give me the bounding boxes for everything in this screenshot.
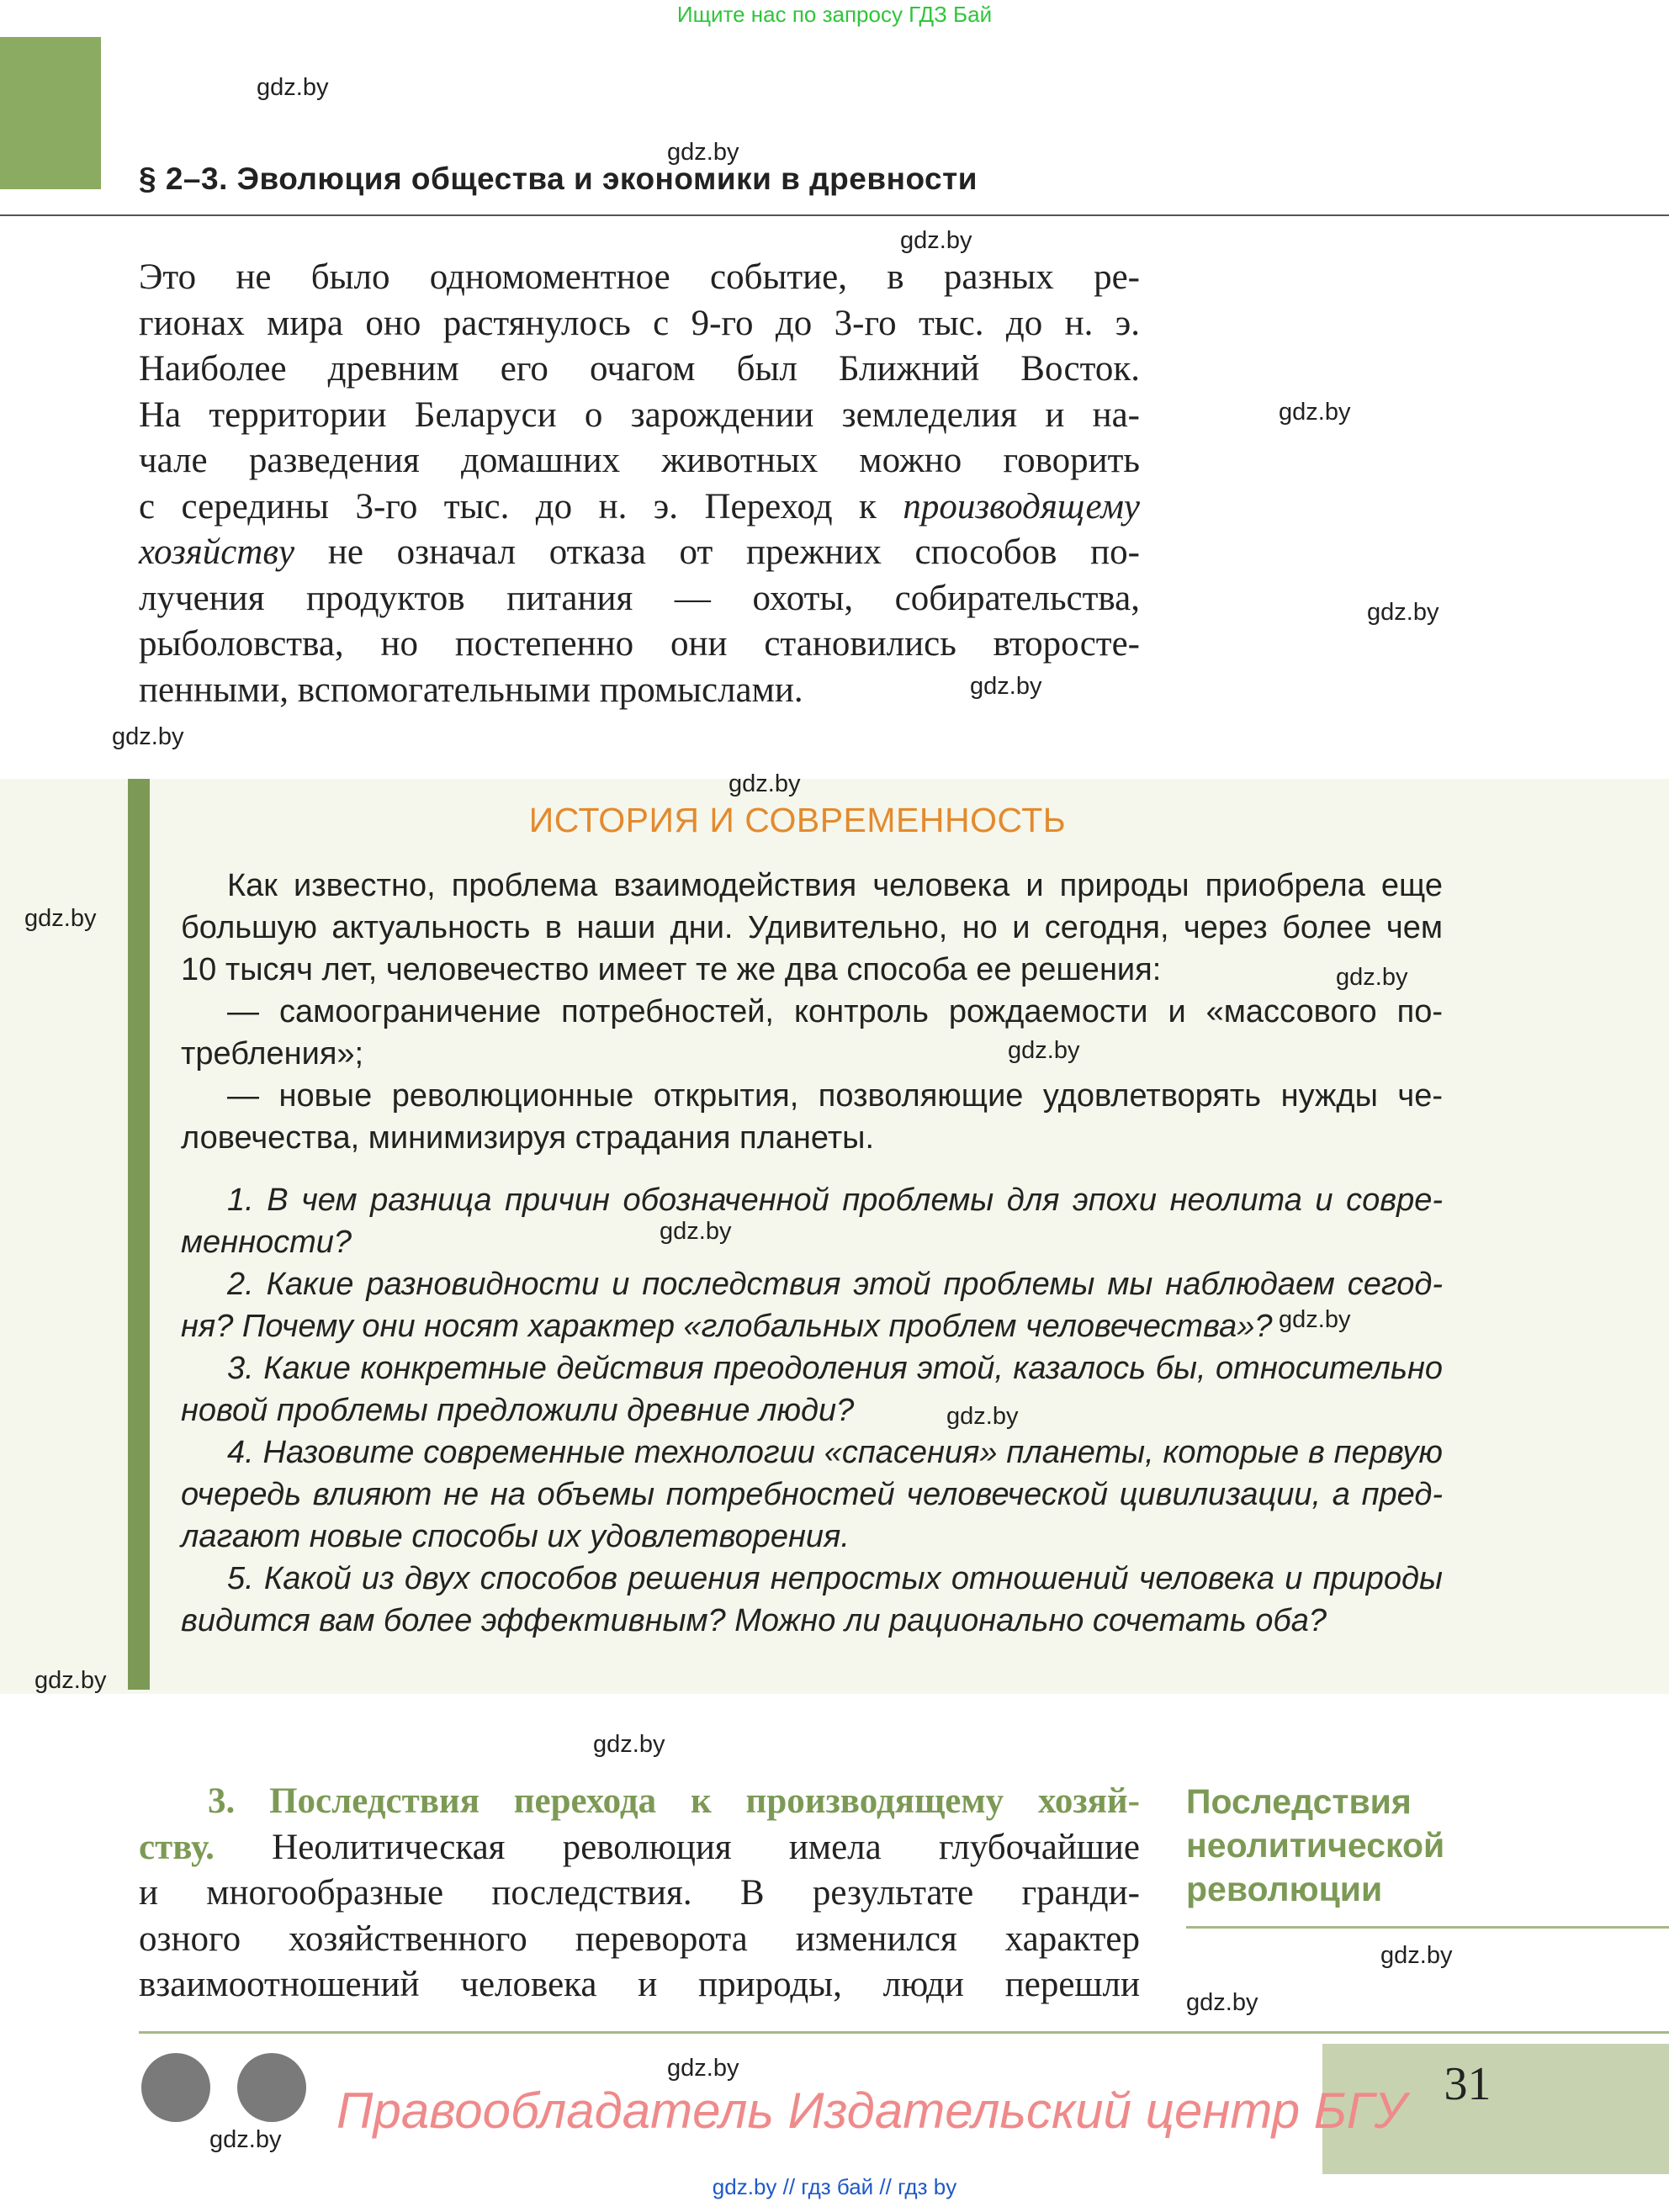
text-fragment: с середины 3-го тыс. до н. э. Переход к — [139, 486, 903, 527]
watermark: gdz.by — [946, 1403, 1019, 1430]
question-line: 1. В чем разница причин обозначенной проблемы для эпохи неолита и совре- — [227, 1183, 1443, 1218]
question-line: 2. Какие разновидности и последствия этой проблемы мы наблюдаем сегод- — [227, 1267, 1443, 1302]
margin-label-line: Последствия — [1186, 1782, 1412, 1821]
text-fragment: Неолитическая революция имела глубочайшие — [214, 1827, 1140, 1867]
question-line: новой проблемы предложили древние люди? — [181, 1393, 855, 1428]
circle-mark-right — [237, 2053, 306, 2122]
box-accent-bar — [128, 779, 150, 1690]
section-heading: ству. — [139, 1827, 215, 1867]
question-line: 5. Какой из двух способов решения непростых отношений человека и природы — [227, 1561, 1443, 1596]
text-line: 10 тысяч лет, человечество имеет те же два способа ее решения: — [181, 952, 1162, 987]
watermark: gdz.by — [970, 673, 1042, 700]
text-line: и многообразные последствия. В результате гранди- — [139, 1873, 1140, 1913]
text-line — [139, 530, 1140, 576]
watermark: gdz.by — [1380, 1942, 1453, 1969]
margin-label-line: революции — [1186, 1870, 1383, 1908]
text-line: озного хозяйственного переворота изменился характер — [139, 1918, 1140, 1959]
margin-label-line: неолитической — [1186, 1826, 1445, 1865]
paragraph-1 — [139, 255, 1140, 713]
margin-label — [1186, 1780, 1444, 1911]
watermark: gdz.by — [1008, 1037, 1080, 1064]
text-line: пенными, вспомогательными промыслами. — [139, 669, 803, 710]
text-fragment: не означал отказа от прежних способов по- — [294, 532, 1140, 572]
bottom-links[interactable]: gdz.by // гдз бай // гдз by — [712, 2174, 957, 2199]
text-line: рыболовства, но постепенно они становились второсте- — [139, 624, 1140, 664]
text-line: большую актуальность в наши дни. Удивительно, но и сегодня, через более чем — [181, 910, 1443, 945]
top-note: Ищите нас по запросу ГДЗ Бай — [676, 2, 993, 27]
copyright-notice: Правообладатель Издательский центр БГУ — [336, 2082, 1407, 2139]
question-line: 4. Назовите современные технологии «спасения» планеты, которые в первую — [227, 1435, 1443, 1470]
header-divider — [0, 214, 1669, 216]
text-line: ловечества, минимизируя страдания планеты. — [181, 1120, 875, 1156]
text-line: Как известно, проблема взаимодействия человека и природы приобрела еще — [227, 868, 1443, 903]
corner-color-block — [0, 37, 101, 189]
text-line: На территории Беларуси о зарождении земледелия и на- — [139, 394, 1140, 435]
text-line: — новые революционные открытия, позволяющие удовлетворять нужды че- — [227, 1078, 1443, 1114]
question-line: 3. Какие конкретные действия преодоления этой, казалось бы, относительно — [227, 1351, 1443, 1386]
box-questions — [181, 1179, 1443, 1642]
watermark: gdz.by — [1336, 964, 1408, 991]
question-line: менности? — [181, 1225, 352, 1260]
text-line: чале разведения домашних животных можно говорить — [139, 441, 1140, 480]
text-line: взаимоотношений человека и природы, люди перешли — [139, 1965, 1140, 2004]
watermark: gdz.by — [660, 1218, 732, 1245]
italic-term: хозяйству — [139, 532, 295, 572]
watermark: gdz.by — [667, 139, 739, 166]
watermark: gdz.by — [900, 227, 972, 254]
italic-term: производящему — [903, 486, 1140, 527]
watermark: gdz.by — [112, 723, 184, 750]
watermark: gdz.by — [1279, 1306, 1351, 1333]
text-line: гионах мира оно растянулось с 9-го до 3-го тыс. до н. э. — [139, 303, 1140, 343]
question-line: лагают новые способы их удовлетворения. — [181, 1519, 850, 1554]
watermark: gdz.by — [593, 1731, 665, 1758]
watermark: gdz.by — [667, 2055, 739, 2082]
watermark: gdz.by — [729, 770, 801, 797]
watermark: gdz.by — [209, 2126, 282, 2153]
watermark: gdz.by — [1367, 599, 1439, 626]
watermark: gdz.by — [257, 74, 329, 101]
footer-divider — [139, 2031, 1669, 2034]
box-intro — [181, 865, 1443, 1159]
question-line: ня? Почему они носят характер «глобальных проблем человечества»? — [181, 1309, 1273, 1344]
section-heading: 3. Последствия перехода к производящему хозяй- — [208, 1781, 1140, 1821]
text-line — [139, 484, 1140, 531]
text-line: требления»; — [181, 1036, 364, 1072]
page-number: 31 — [1444, 2058, 1492, 2110]
watermark: gdz.by — [24, 905, 97, 932]
circle-mark-left — [141, 2053, 210, 2122]
text-line: лучения продуктов питания — охоты, собирательства, — [139, 578, 1140, 618]
page-header-title: § 2–3. Эволюция общества и экономики в древности — [139, 161, 978, 196]
watermark: gdz.by — [1279, 399, 1351, 426]
text-line: — самоограничение потребностей, контроль рождаемости и «массового по- — [227, 994, 1443, 1029]
section-3-paragraph — [139, 1779, 1140, 2008]
watermark: gdz.by — [34, 1667, 107, 1694]
question-line: видится вам более эффективным? Можно ли рационально сочетать оба? — [181, 1603, 1327, 1638]
text-line: Это не было одномоментное событие, в разных ре- — [139, 257, 1140, 297]
text-line — [139, 1825, 1140, 1871]
margin-label-divider — [1186, 1926, 1669, 1929]
watermark: gdz.by — [1186, 1989, 1258, 2016]
question-line: очередь влияют не на объемы потребностей человеческой цивилизации, а пред- — [181, 1477, 1443, 1512]
box-title: ИСТОРИЯ И СОВРЕМЕННОСТЬ — [528, 801, 1067, 839]
text-line: Наиболее древним его очагом был Ближний Восток. — [139, 349, 1140, 389]
